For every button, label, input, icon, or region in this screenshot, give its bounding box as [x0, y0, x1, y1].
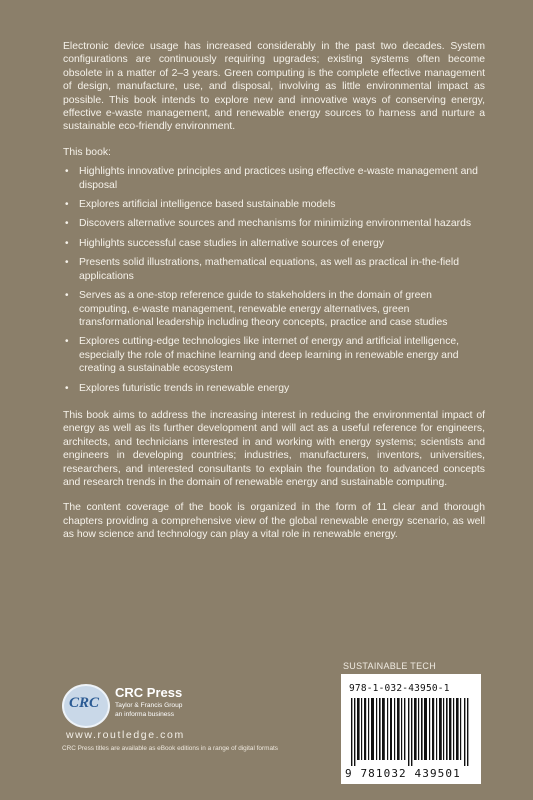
publisher-business: an informa business [115, 711, 175, 718]
list-item: • Serves as a one-stop reference guide to stakeholders in the domain of green computing, e-waste management, renewable energy alternatives, green transformational leadership including theory concepts, practice and case studies [65, 290, 448, 328]
bullet-icon: • [65, 199, 69, 211]
publisher-group: Taylor & Francis Group [115, 702, 183, 709]
list-item: • Explores artificial intelligence based sustainable models [65, 199, 336, 211]
publisher-name: CRC Press [115, 685, 183, 700]
list-item: • Highlights innovative principles and practices using effective e-waste management and disposal [65, 166, 478, 191]
list-item: • Explores futuristic trends in renewable energy [65, 382, 290, 394]
list-item: • Explores cutting-edge technologies like internet of energy and artificial intelligence, especially the role of machine learning and deep learning in renewable energy and creating a sustainable ecosystem [65, 336, 460, 375]
coverage-paragraph: The content coverage of the book is organized in the form of 11 clear and thorough chapters providing a comprehensive view of the global renewable energy scenario, as well as how science and technology can play a vital role in renewable energy. [63, 502, 485, 541]
isbn-number: 978-1-032-43950-1 [349, 683, 450, 694]
bullet-icon: • [65, 257, 69, 269]
list-item: • Highlights successful case studies in alternative sources of energy [65, 237, 384, 249]
list-lead: This book: [63, 146, 111, 158]
bullet-icon: • [65, 218, 69, 230]
barcode-digits: 9 781032 439501 [345, 767, 461, 780]
ebook-footnote: CRC Press titles are available as eBook editions in a range of digital formats [62, 745, 278, 752]
audience-paragraph: This book aims to address the increasing interest in reducing the environmental impact of energy as well as its further development and will act as a useful reference for engineers, architects, and technicians interested in and working with energy systems; scientists and engineers in developing countries; industries, manufacturers, inventors, universities, researchers, and interested consultants to explain the foundation to advanced concepts and research trends in the domain of renewable energy and sustainable computing. [63, 409, 485, 488]
crc-logo-icon [62, 684, 110, 728]
series-label: SUSTAINABLE TECH [343, 661, 436, 671]
isbn-barcode [341, 674, 481, 784]
crc-logo-text: CRC [69, 695, 100, 711]
bullet-icon: • [65, 166, 69, 178]
list-item: • Presents solid illustrations, mathematical equations, as well as practical in-the-field applications [65, 257, 460, 282]
bullet-icon: • [65, 237, 69, 249]
bullet-icon: • [65, 336, 69, 348]
bullet-icon: • [65, 382, 69, 394]
bullet-icon: • [65, 290, 69, 302]
list-item: • Discovers alternative sources and mechanisms for minimizing environmental hazards [65, 218, 472, 230]
intro-paragraph: Electronic device usage has increased considerably in the past two decades. System configurations are continuously requiring upgrades; existing systems often become obsolete in a matter of 2–3 years. Green computing is the complete effective management of design, manufacture, use, and disposal, involving as little environmental impact as possible. This book intends to explore new and innovative ways of conserving energy, effective e-waste management, and renewable energy sources to harness and nurture a sustainable eco-friendly environment. [63, 41, 485, 133]
publisher-website: www.routledge.com [66, 729, 185, 741]
feature-list [63, 165, 485, 395]
back-cover-text [63, 40, 485, 542]
barcode-bars-icon [351, 698, 471, 766]
